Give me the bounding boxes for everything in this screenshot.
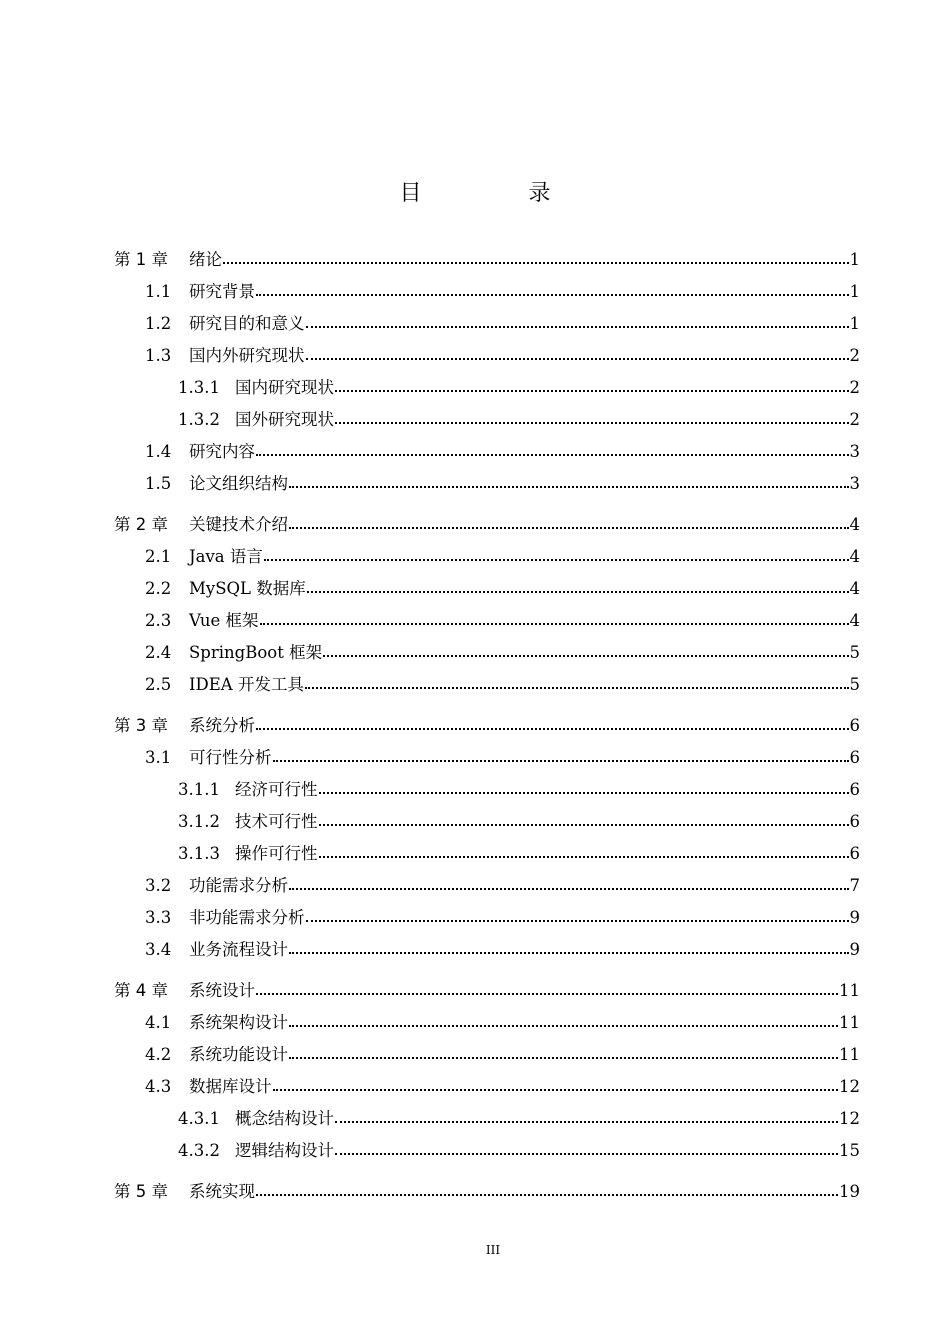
dot-leader [335,1121,838,1123]
toc-section-entry[interactable] [114,669,860,701]
dot-leader [306,326,849,328]
toc-entry-title: 系统功能设计 [189,1045,288,1064]
dot-leader [305,687,849,689]
dot-leader [319,792,849,794]
toc-entry-number: 1.1 [145,282,172,301]
dot-leader [319,856,849,858]
toc-entry-page: 5 [849,675,860,694]
toc-section-entry[interactable] [114,573,860,605]
toc-entry-page: 1 [849,282,860,301]
toc-section-entry[interactable] [114,806,860,838]
toc-entry-number: 1.5 [145,474,172,493]
toc-entry-page: 4 [849,579,860,598]
dot-leader [289,952,849,954]
dot-leader [289,1057,838,1059]
toc-entry-title: 经济可行性 [235,780,318,799]
dot-leader [256,728,849,730]
toc-section-entry[interactable] [114,468,860,500]
toc-section-entry[interactable] [114,870,860,902]
toc-entry-number: 2.2 [145,579,172,598]
toc-section-entry[interactable] [114,436,860,468]
toc-entry-page: 4 [849,515,860,534]
toc-chapter-entry[interactable] [114,975,860,1007]
toc-entry-number: 2.5 [145,675,172,694]
toc-section-entry[interactable] [114,774,860,806]
dot-leader [289,888,849,890]
toc-entry-title: 研究目的和意义 [189,314,305,333]
toc-entry-number: 3.3 [145,908,172,927]
table-of-contents [114,244,860,1208]
toc-entry-number: 3.2 [145,876,172,895]
toc-entry-title: 逻辑结构设计 [235,1141,334,1160]
toc-entry-number: 3.1.1 [178,780,220,799]
dot-leader [256,993,838,995]
toc-entry-number: 1.3.2 [178,410,220,429]
toc-section-entry[interactable] [114,340,860,372]
toc-section-entry[interactable] [114,1007,860,1039]
dot-leader [306,920,849,922]
toc-section-entry[interactable] [114,838,860,870]
toc-entry-title: 非功能需求分析 [189,908,305,927]
toc-entry-number: 第 2 章 [114,515,168,534]
toc-chapter-entry[interactable] [114,710,860,742]
dot-leader [335,422,849,424]
toc-entry-title: 绪论 [189,250,222,269]
toc-section-entry[interactable] [114,404,860,436]
toc-entry-number: 第 1 章 [114,250,168,269]
toc-entry-page: 11 [839,1045,860,1064]
toc-entry-page: 3 [849,474,860,493]
toc-entry-page: 4 [849,547,860,566]
toc-entry-title: 系统设计 [189,981,255,1000]
toc-entry-page: 19 [839,1182,860,1201]
toc-entry-title: Java 语言 [189,547,263,566]
toc-entry-number: 3.4 [145,940,172,959]
toc-section-entry[interactable] [114,637,860,669]
toc-chapter-entry[interactable] [114,509,860,541]
toc-section-entry[interactable] [114,372,860,404]
toc-entry-title: 功能需求分析 [189,876,288,895]
toc-entry-number: 3.1 [145,748,172,767]
dot-leader [307,591,849,593]
toc-entry-page: 6 [849,844,860,863]
dot-leader [273,760,849,762]
toc-entry-number: 2.3 [145,611,172,630]
dot-leader [256,454,849,456]
toc-entry-number: 1.4 [145,442,172,461]
toc-chapter-entry[interactable] [114,244,860,276]
toc-entry-number: 2.1 [145,547,172,566]
toc-section-entry[interactable] [114,1039,860,1071]
dot-leader [256,1194,838,1196]
toc-entry-page: 6 [849,748,860,767]
toc-entry-number: 3.1.3 [178,844,220,863]
toc-entry-title: 系统架构设计 [189,1013,288,1032]
dot-leader [289,486,849,488]
toc-entry-page: 6 [849,780,860,799]
dot-leader [264,559,849,561]
dot-leader [306,358,849,360]
toc-entry-title: 国内外研究现状 [189,346,305,365]
toc-section-entry[interactable] [114,902,860,934]
toc-entry-number: 4.1 [145,1013,172,1032]
toc-entry-page: 12 [839,1109,860,1128]
dot-leader [289,1025,838,1027]
toc-entry-number: 1.3 [145,346,172,365]
toc-entry-page: 6 [849,716,860,735]
toc-entry-title: 概念结构设计 [235,1109,334,1128]
toc-entry-title: 操作可行性 [235,844,318,863]
toc-entry-page: 11 [839,1013,860,1032]
toc-entry-number: 3.1.2 [178,812,220,831]
toc-entry-title: 国外研究现状 [235,410,334,429]
dot-leader [256,294,849,296]
toc-entry-number: 第 4 章 [114,981,168,1000]
toc-entry-title: 关键技术介绍 [189,515,288,534]
toc-entry-number: 4.3 [145,1077,172,1096]
toc-section-entry[interactable] [114,605,860,637]
toc-section-entry[interactable] [114,541,860,573]
dot-leader [260,623,849,625]
dot-leader [335,1153,838,1155]
toc-entry-title: 国内研究现状 [235,378,334,397]
toc-entry-page: 7 [849,876,860,895]
dot-leader [273,1089,839,1091]
toc-entry-page: 15 [839,1141,860,1160]
toc-entry-page: 2 [849,378,860,397]
toc-entry-number: 2.4 [145,643,172,662]
page-number-footer: III [485,1243,501,1257]
toc-entry-page: 12 [839,1077,860,1096]
dot-leader [323,655,848,657]
toc-entry-page: 5 [849,643,860,662]
dot-leader [289,527,849,529]
toc-entry-title: IDEA 开发工具 [189,675,304,694]
toc-entry-page: 1 [849,250,860,269]
toc-entry-title: 技术可行性 [235,812,318,831]
dot-leader [223,262,849,264]
dot-leader [319,824,849,826]
toc-entry-page: 2 [849,410,860,429]
toc-entry-page: 6 [849,812,860,831]
page-title: 目 录 [399,181,601,206]
toc-entry-title: 系统分析 [189,716,255,735]
toc-entry-page: 9 [849,940,860,959]
toc-entry-title: 业务流程设计 [189,940,288,959]
toc-entry-page: 3 [849,442,860,461]
toc-entry-title: 论文组织结构 [189,474,288,493]
toc-entry-title: Vue 框架 [189,611,259,630]
toc-section-entry[interactable] [114,1071,860,1103]
toc-entry-title: 数据库设计 [189,1077,272,1096]
toc-entry-number: 1.2 [145,314,172,333]
toc-section-entry[interactable] [114,1135,860,1167]
toc-entry-number: 4.2 [145,1045,172,1064]
toc-entry-page: 4 [849,611,860,630]
toc-entry-number: 第 3 章 [114,716,168,735]
dot-leader [335,390,849,392]
toc-entry-page: 11 [839,981,860,1000]
toc-section-entry[interactable] [114,934,860,966]
toc-section-entry[interactable] [114,1103,860,1135]
toc-entry-title: 研究内容 [189,442,255,461]
toc-entry-number: 第 5 章 [114,1182,168,1201]
toc-chapter-entry[interactable] [114,1176,860,1208]
toc-section-entry[interactable] [114,276,860,308]
toc-entry-title: 研究背景 [189,282,255,301]
toc-entry-number: 1.3.1 [178,378,220,397]
toc-entry-page: 1 [849,314,860,333]
toc-entry-title: SpringBoot 框架 [189,643,323,662]
toc-section-entry[interactable] [114,742,860,774]
toc-entry-title: 系统实现 [189,1182,255,1201]
toc-entry-title: MySQL 数据库 [189,579,306,598]
toc-section-entry[interactable] [114,308,860,340]
toc-entry-number: 4.3.1 [178,1109,220,1128]
toc-entry-title: 可行性分析 [189,748,272,767]
toc-entry-number: 4.3.2 [178,1141,220,1160]
toc-entry-page: 9 [849,908,860,927]
toc-entry-page: 2 [849,346,860,365]
